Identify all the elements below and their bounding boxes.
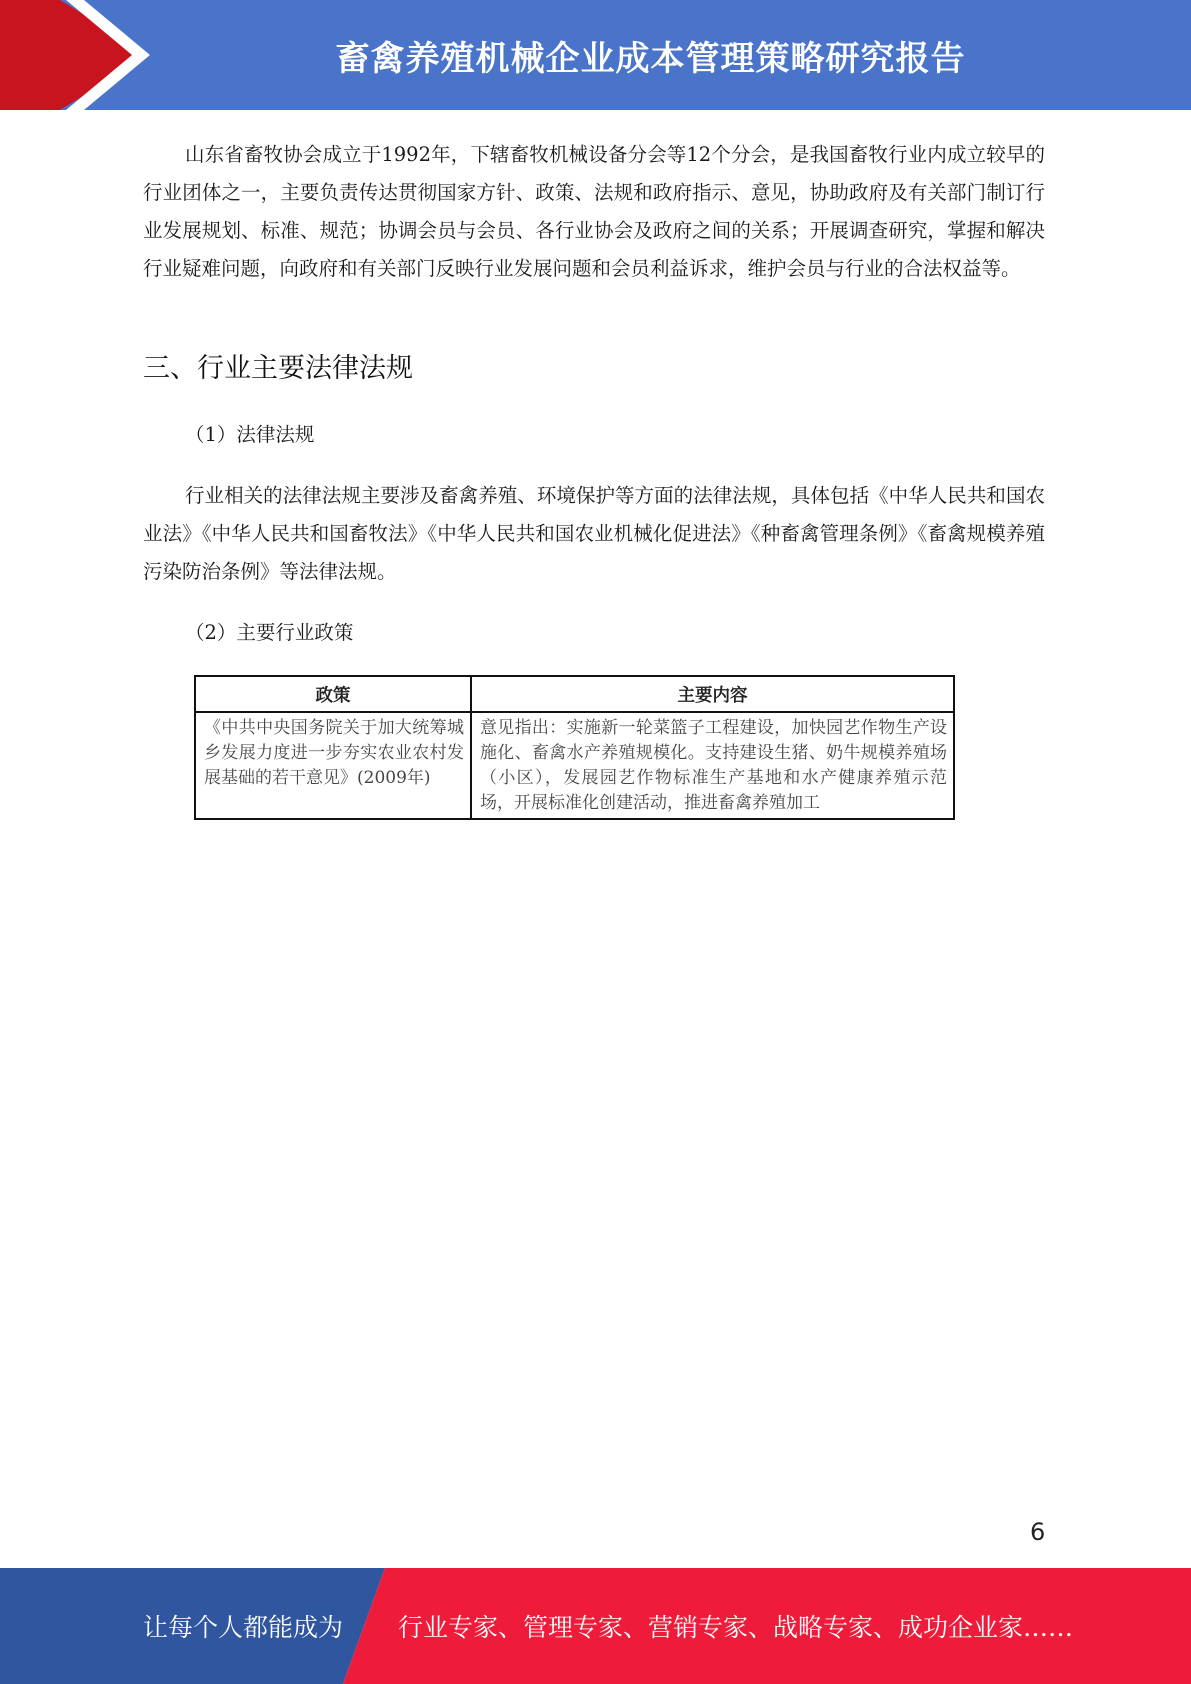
section-heading: 三、行业主要法律法规 [143, 353, 413, 384]
page-number: 6 [1030, 1518, 1046, 1546]
laws-paragraph-block [143, 477, 1045, 591]
subsection-policy-label: （2）主要行业政策 [185, 621, 354, 644]
column-header-content: 主要内容 [471, 676, 954, 712]
content-cell: 意见指出：实施新一轮菜篮子工程建设，加快园艺作物生产设施化、畜禽水产养殖规模化。支持建设生猪、奶牛规模养殖场（小区），发展园艺作物标准生产基地和水产健康养殖示范场，开展标准化创建活动，推进畜禽养殖加工 [471, 712, 954, 819]
policy-table [194, 675, 955, 820]
laws-paragraph: 行业相关的法律法规主要涉及畜禽养殖、环境保护等方面的法律法规，具体包括《中华人民共和国农业法》《中华人民共和国畜牧法》《中华人民共和国农业机械化促进法》《种畜禽管理条例》《畜禽规模养殖污染防治条例》等法律法规。 [143, 484, 1045, 583]
page-header [0, 0, 1191, 110]
intro-paragraph-block [143, 136, 1045, 288]
table-header-row [195, 676, 954, 712]
policy-cell: 《中共中央国务院关于加大统筹城乡发展力度进一步夯实农业农村发展基础的若干意见》(2009年) [195, 712, 471, 819]
footer-slogan-right: 行业专家、管理专家、营销专家、战略专家、成功企业家…… [398, 1613, 1074, 1642]
subsection-laws-label: （1）法律法规 [185, 423, 315, 446]
footer-slogan-left: 让每个人都能成为 [143, 1613, 344, 1642]
table-row [195, 712, 954, 819]
column-header-policy: 政策 [195, 676, 471, 712]
intro-paragraph: 山东省畜牧协会成立于1992年，下辖畜牧机械设备分会等12个分会，是我国畜牧行业内成立较早的行业团体之一，主要负责传达贯彻国家方针、政策、法规和政府指示、意见，协助政府及有关部门制订行业发展规划、标准、规范；协调会员与会员、各行业协会及政府之间的关系；开展调查研究，掌握和解决行业疑难问题，向政府和有关部门反映行业发展问题和会员利益诉求，维护会员与行业的合法权益等。 [143, 143, 1045, 280]
page-footer [0, 1568, 1191, 1684]
report-title: 畜禽养殖机械企业成本管理策略研究报告 [335, 38, 966, 79]
